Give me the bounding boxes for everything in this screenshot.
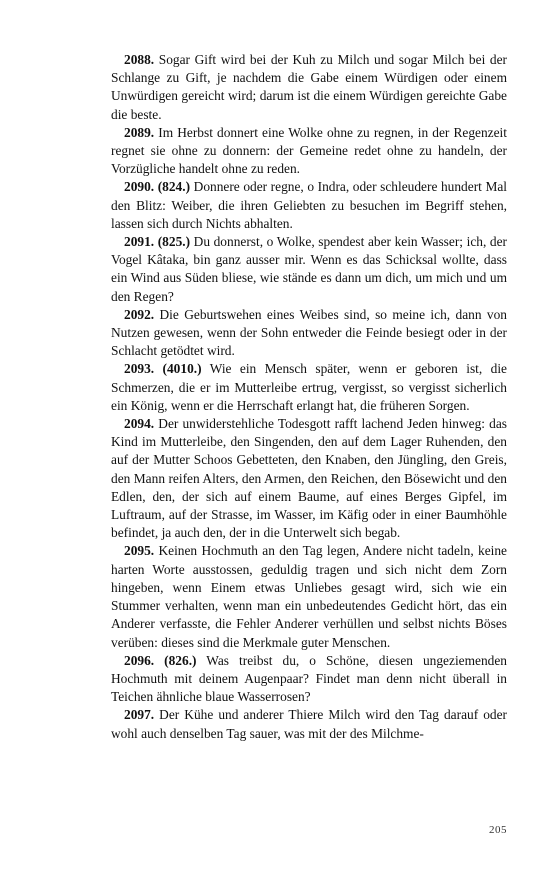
verse-text: Du donnerst, o Wolke, spendest aber kein Wasser; ich, der Vogel Kâtaka, bin ganz ausser mir. Wenn es das Schicksal wollte, dass ein Wind aus Süden bliese, wie stände es dann um dich, um mich und um den Regen?	[111, 234, 507, 304]
verse-number: 2091.	[124, 234, 155, 250]
verse-entry-2094	[111, 415, 507, 542]
verse-text: Der unwiderstehliche Todesgott rafft lachend Jeden hinweg: das Kind im Mutterleibe, den Singenden, den auf dem Lager Ruhenden, den auf der Mutter Schoos Gebetteten, den Knaben, den Jüngling, den Greis, den Mann reifen Alters, den Armen, den Reichen, den Bösewicht und den Edlen, den, der sich auf einem Baume, auf eines Berges Gipfel, im Luftraum, auf der Strasse, im Wasser, im Käfig oder in einer Baumhöhle befindet, ja auch den, der in die Unterwelt sich begab.	[111, 416, 507, 541]
verse-number: 2094.	[124, 416, 155, 432]
verse-number: 2095.	[124, 543, 155, 559]
verse-entry-2090	[111, 178, 507, 233]
verse-text: Wie ein Mensch später, wenn er geboren ist, die Schmerzen, die er im Mutterleibe ertrug, vergisst, so vergisst sicherlich ein König, wenn er die Herrschaft erlangt hat, die früheren Sorgen.	[111, 361, 507, 413]
verse-number: 2090.	[124, 179, 155, 195]
verse-entry-2093	[111, 360, 507, 415]
verse-reference: (825.)	[154, 234, 191, 250]
verse-reference: (826.)	[154, 652, 197, 668]
verse-text: Donnere oder regne, o Indra, oder schleudere hundert Mal den Blitz: Weiber, die ihren Geliebten zu besuchen im Begriff stehen, lassen sich durch Nichts abhalten.	[111, 179, 508, 231]
verse-entry-2091	[111, 233, 507, 306]
verse-text: Im Herbst donnert eine Wolke ohne zu regnen, in der Regenzeit regnet sie ohne zu donnern: der Gemeine redet ohne zu handeln, der Vorzügliche handelt ohne zu reden.	[111, 124, 507, 177]
verse-text: Keinen Hochmuth an den Tag legen, Andere nicht tadeln, keine harten Worte ausstossen, geduldig tragen und sich nicht dem Zorn hingeben, wenn Einem etwas Unliebes gesagt wird, sich wie ein Stummer verhalten, wenn man ein unbedeutendes Gedicht hört, das ein Anderer verfasste, die Fehler Anderer verhüllen und selbst nichts Böses verüben: dieses sind die Merkmale guter Menschen.	[111, 543, 507, 650]
text-column	[111, 51, 507, 743]
verse-entry-2092	[111, 306, 507, 361]
verse-number: 2096.	[124, 652, 155, 668]
verse-number: 2088.	[124, 52, 155, 67]
verse-number: 2097.	[124, 707, 155, 723]
verse-number: 2092.	[124, 306, 155, 322]
verse-entry-2089	[111, 124, 507, 179]
verse-number: 2093.	[124, 361, 155, 377]
verse-reference: (4010.)	[154, 361, 202, 377]
verse-text: Sogar Gift wird bei der Kuh zu Milch und sogar Milch bei der Schlange zu Gift, je nachdem die Gabe einem Würdigen oder einem Unwürdigen gereicht wird; darum ist die einem Würdigen gereichte Gabe die beste.	[111, 52, 507, 122]
verse-entry-2095	[111, 542, 507, 651]
verse-text: Was treibst du, o Schöne, diesen ungeziemenden Hochmuth mit deinem Augenpaar? Findet man denn nicht überall in Teichen ähnliche blaue Wasserrosen?	[111, 652, 507, 705]
verse-number: 2089.	[124, 124, 155, 140]
verse-text: Die Geburtswehen eines Weibes sind, so meine ich, dann von Nutzen gewesen, wenn der Sohn entweder die Feinde besiegt oder in der Schlacht getödtet wird.	[111, 306, 507, 359]
verse-text: Der Kühe und anderer Thiere Milch wird den Tag darauf oder wohl auch denselben Tag sauer, was mit der des Milchme-	[111, 707, 507, 741]
page-number: 205	[489, 824, 507, 836]
verse-entry-2096	[111, 652, 507, 707]
verse-reference: (824.)	[154, 179, 191, 195]
verse-entry-2097	[111, 706, 507, 742]
verse-entry-2088	[111, 51, 507, 124]
